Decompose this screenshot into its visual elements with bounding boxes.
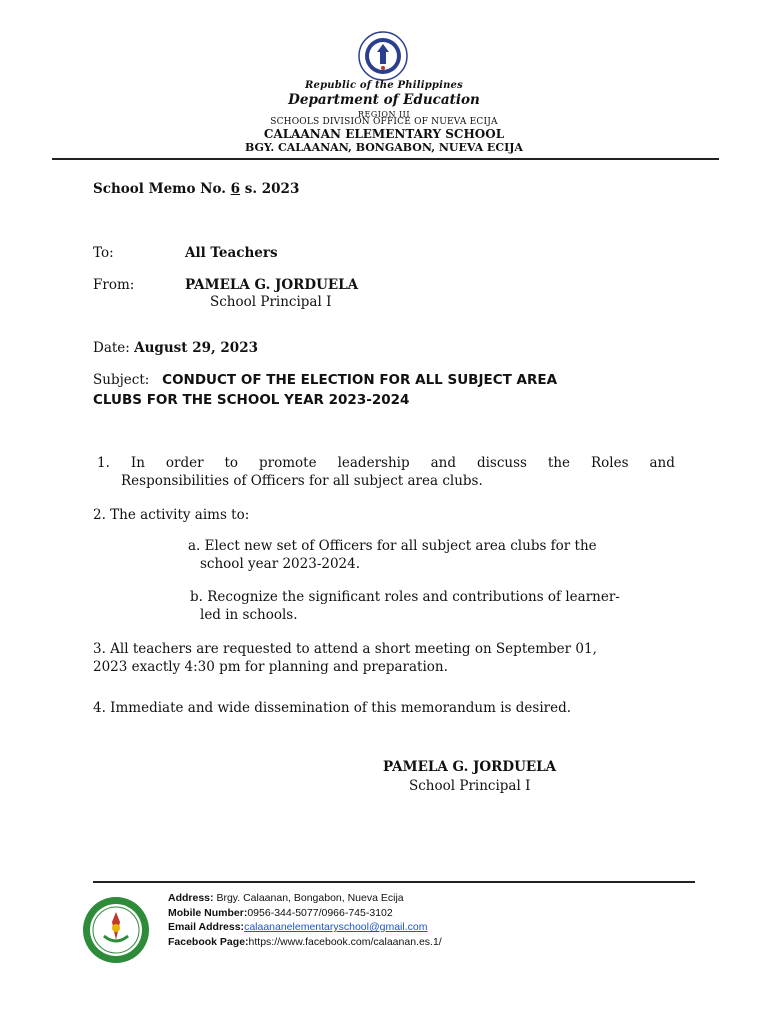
subject-label: Subject: [93, 372, 150, 388]
memo-number-line [93, 180, 299, 198]
department-title: Department of Education [288, 92, 480, 108]
p1-number: 1. [97, 455, 110, 471]
date-line [93, 339, 258, 357]
mobile-label: Mobile Number: [168, 907, 248, 919]
paragraph-1-line1 [97, 454, 675, 472]
date-value: August 29, 2023 [134, 340, 258, 356]
address-label: Address: [168, 892, 217, 904]
p1-word: leadership [337, 455, 410, 471]
item-b-line2: led in schools. [200, 607, 298, 623]
school-address: BGY. CALAANAN, BONGABON, NUEVA ECIJA [245, 141, 523, 154]
p1-word: promote [259, 455, 317, 471]
republic-line: Republic of the Philippines [305, 80, 463, 91]
paragraph-1 [97, 454, 675, 490]
facebook-value: https://www.facebook.com/calaanan.es.1/ [248, 936, 442, 948]
subject-text-line2: CLUBS FOR THE SCHOOL YEAR 2023-2024 [93, 392, 410, 408]
school-name: CALAANAN ELEMENTARY SCHOOL [263, 127, 505, 141]
address-value: Brgy. Calaanan, Bongabon, Nueva Ecija [216, 892, 404, 904]
subject-line [93, 371, 557, 389]
item-a-line2: school year 2023-2024. [200, 556, 361, 572]
header-divider [52, 158, 719, 160]
from-name: PAMELA G. JORDUELA [185, 277, 359, 293]
paragraph-1-line2: Responsibilities of Officers for all subject area clubs. [121, 473, 483, 489]
region-line: REGION III [358, 110, 410, 119]
footer-mobile [168, 906, 393, 921]
p1-word: the [547, 455, 571, 471]
p1-word: and [430, 455, 456, 471]
memo-number: 6 [230, 181, 241, 197]
signatory-name: PAMELA G. JORDUELA [383, 759, 557, 775]
to-value: All Teachers [185, 245, 278, 261]
item-b-line1: b. Recognize the significant roles and contributions of learner- [190, 589, 620, 605]
facebook-label: Facebook Page: [168, 936, 249, 948]
signatory-title: School Principal I [409, 778, 531, 794]
from-label: From: [93, 277, 135, 293]
footer-email [168, 920, 427, 935]
email-label: Email Address: [168, 921, 245, 933]
paragraph-2: 2. The activity aims to: [93, 507, 250, 523]
p1-word: In [130, 455, 145, 471]
p1-word: order [165, 455, 204, 471]
paragraph-4: 4. Immediate and wide dissemination of this memorandum is desired. [93, 700, 572, 716]
school-logo-icon [82, 896, 150, 964]
division-line: SCHOOLS DIVISION OFFICE OF NUEVA ECIJA [270, 117, 498, 127]
footer-facebook [168, 935, 442, 950]
p1-word: Roles [590, 455, 629, 471]
date-label: Date: [93, 340, 135, 356]
p1-word: to [224, 455, 239, 471]
footer-address [168, 891, 404, 906]
from-title: School Principal I [210, 294, 332, 310]
footer-divider [93, 881, 695, 883]
memo-suffix: s. 2023 [240, 181, 300, 197]
email-link[interactable]: calaananelementaryschool@gmail.com [244, 921, 428, 933]
p1-word: discuss [476, 455, 527, 471]
deped-seal-icon [358, 31, 408, 81]
subject-text-line1: CONDUCT OF THE ELECTION FOR ALL SUBJECT AREA [162, 372, 558, 388]
mobile-value: 0956-344-5077/0966-745-3102 [247, 907, 393, 919]
item-a-line1: a. Elect new set of Officers for all subject area clubs for the [188, 538, 597, 554]
paragraph-3-line1: 3. All teachers are requested to attend a short meeting on September 01, [93, 641, 597, 657]
to-label: To: [93, 245, 114, 261]
paragraph-3-line2: 2023 exactly 4:30 pm for planning and preparation. [93, 659, 448, 675]
memo-prefix: School Memo No. [93, 181, 231, 197]
p1-word: and [649, 455, 675, 471]
